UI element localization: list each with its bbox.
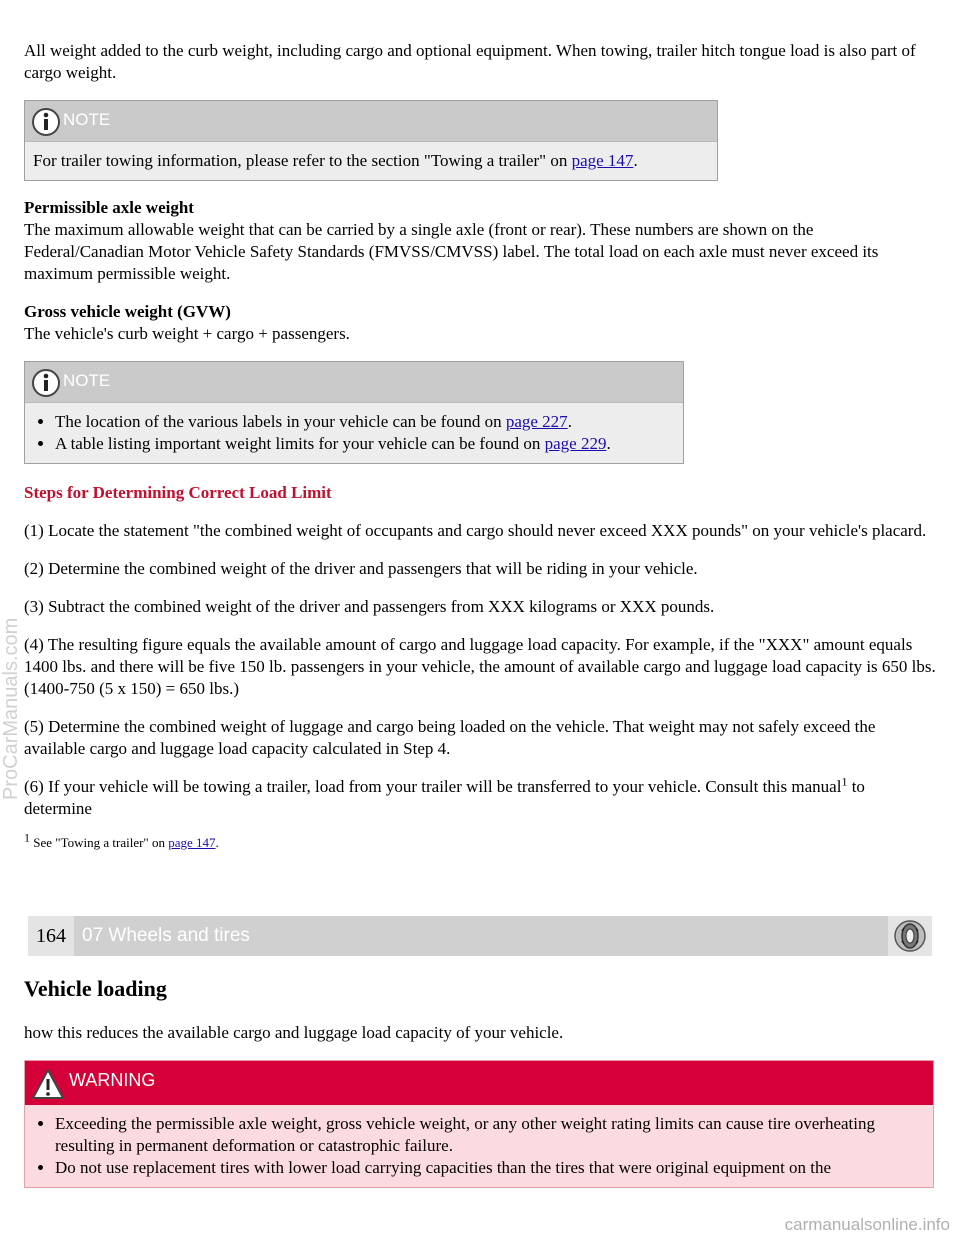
list-item-after: .	[606, 434, 611, 453]
step-2: (2) Determine the combined weight of the driver and passengers that will be riding in your vehicle.	[24, 559, 698, 578]
warning-list	[33, 1113, 925, 1179]
list-item-text: The location of the various labels in your vehicle can be found on	[55, 412, 506, 431]
intro-paragraph: All weight added to the curb weight, including cargo and optional equipment. When towing, trailer hitch tongue load is also part of cargo weight.	[24, 41, 916, 82]
list-item-after: .	[567, 412, 572, 431]
footnote-text: See "Towing a trailer" on	[30, 835, 169, 850]
footnote-page-147-link[interactable]: page 147	[168, 835, 216, 850]
section-title: 07 Wheels and tires	[82, 925, 250, 946]
vehicle-loading-text: how this reduces the available cargo and luggage load capacity of your vehicle.	[24, 1023, 564, 1042]
warning-triangle-icon	[31, 1067, 65, 1101]
page-number: 164	[28, 916, 74, 956]
note-list	[33, 411, 675, 455]
note-label: NOTE	[63, 371, 111, 390]
note-text-before: For trailer towing information, please refer to the section "Towing a trailer" on	[33, 151, 572, 170]
warning-header	[25, 1061, 933, 1105]
footnote-after: .	[215, 835, 219, 850]
footnote-ref: 1	[841, 774, 848, 789]
step-6-after: to determine	[24, 777, 865, 818]
list-item: • Exceeding the permissible axle weight, gross vehicle weight, or any other weight rating limits can cause tire overheating resulting in permanent deformation or catastrophic failure.	[55, 1113, 925, 1157]
note-text-after: .	[633, 151, 638, 170]
side-watermark: ProCarManuals.com	[0, 617, 22, 800]
step-5: (5) Determine the combined weight of luggage and cargo being loaded on the vehicle. That weight may not safely exceed the available cargo and luggage load capacity calculated in Step 4.	[24, 717, 876, 758]
gvw-text: The vehicle's curb weight + cargo + passengers.	[24, 324, 350, 343]
list-item	[55, 433, 675, 455]
step-4: (4) The resulting figure equals the available amount of cargo and luggage load capacity. For example, if the "XXX" amount equals 1400 lbs. and there will be five 150 lb. passengers in your vehicle, the amount of available cargo and luggage load capacity is 650 lbs. (1400-750 (5 x 150) = 650 lbs.)	[24, 635, 936, 698]
steps-heading: Steps for Determining Correct Load Limit	[24, 483, 332, 502]
axle-heading-text: Permissible axle weight	[24, 198, 194, 217]
step-6-text: (6) If your vehicle will be towing a trailer, load from your trailer will be transferred to your vehicle. Consult this manual	[24, 777, 842, 796]
page-229-link[interactable]: page 229	[544, 434, 607, 453]
list-item	[55, 411, 675, 433]
step-6	[24, 776, 936, 820]
page-147-link[interactable]: page 147	[571, 151, 634, 170]
section-header-bar	[28, 916, 932, 956]
axle-heading	[24, 197, 936, 219]
page-227-link[interactable]: page 227	[505, 412, 568, 431]
note-header	[25, 101, 717, 142]
step-1: (1) Locate the statement "the combined weight of occupants and cargo should never exceed XXX pounds" on your vehicle's placard.	[24, 521, 927, 540]
note-body	[25, 142, 717, 180]
list-item: • Do not use replacement tires with lower load carrying capacities than the tires that were original equipment on the	[55, 1157, 925, 1179]
note-label: NOTE	[63, 110, 111, 129]
step-3: (3) Subtract the combined weight of the driver and passengers from XXX kilograms or XXX pounds.	[24, 597, 715, 616]
footnote	[24, 830, 936, 852]
warning-body	[25, 1105, 933, 1187]
vehicle-loading-heading: Vehicle loading	[24, 976, 167, 1001]
list-item-text: A table listing important weight limits for your vehicle can be found on	[55, 434, 545, 453]
wheel-icon	[888, 916, 932, 956]
gvw-heading	[24, 301, 936, 323]
info-icon	[31, 107, 61, 137]
footer-watermark: carmanualsonline.info	[784, 1215, 950, 1234]
info-icon	[31, 368, 61, 398]
axle-text: The maximum allowable weight that can be carried by a single axle (front or rear). These numbers are shown on the Federal/Canadian Motor Vehicle Safety Standards (FMVSS/CMVSS) label. The total load on each axle must never exceed its maximum permissible weight.	[24, 220, 879, 283]
footnote-number: 1	[24, 830, 30, 845]
note-body	[25, 403, 683, 463]
note-header	[25, 362, 683, 403]
page-content	[24, 42, 936, 852]
note-box-towing	[24, 100, 718, 181]
gvw-heading-text: Gross vehicle weight (GVW)	[24, 302, 231, 321]
warning-label: WARNING	[69, 1070, 156, 1090]
note-text	[33, 150, 709, 172]
note-box-labels	[24, 361, 684, 464]
warning-box	[24, 1060, 934, 1188]
vehicle-loading-section	[24, 978, 936, 1188]
